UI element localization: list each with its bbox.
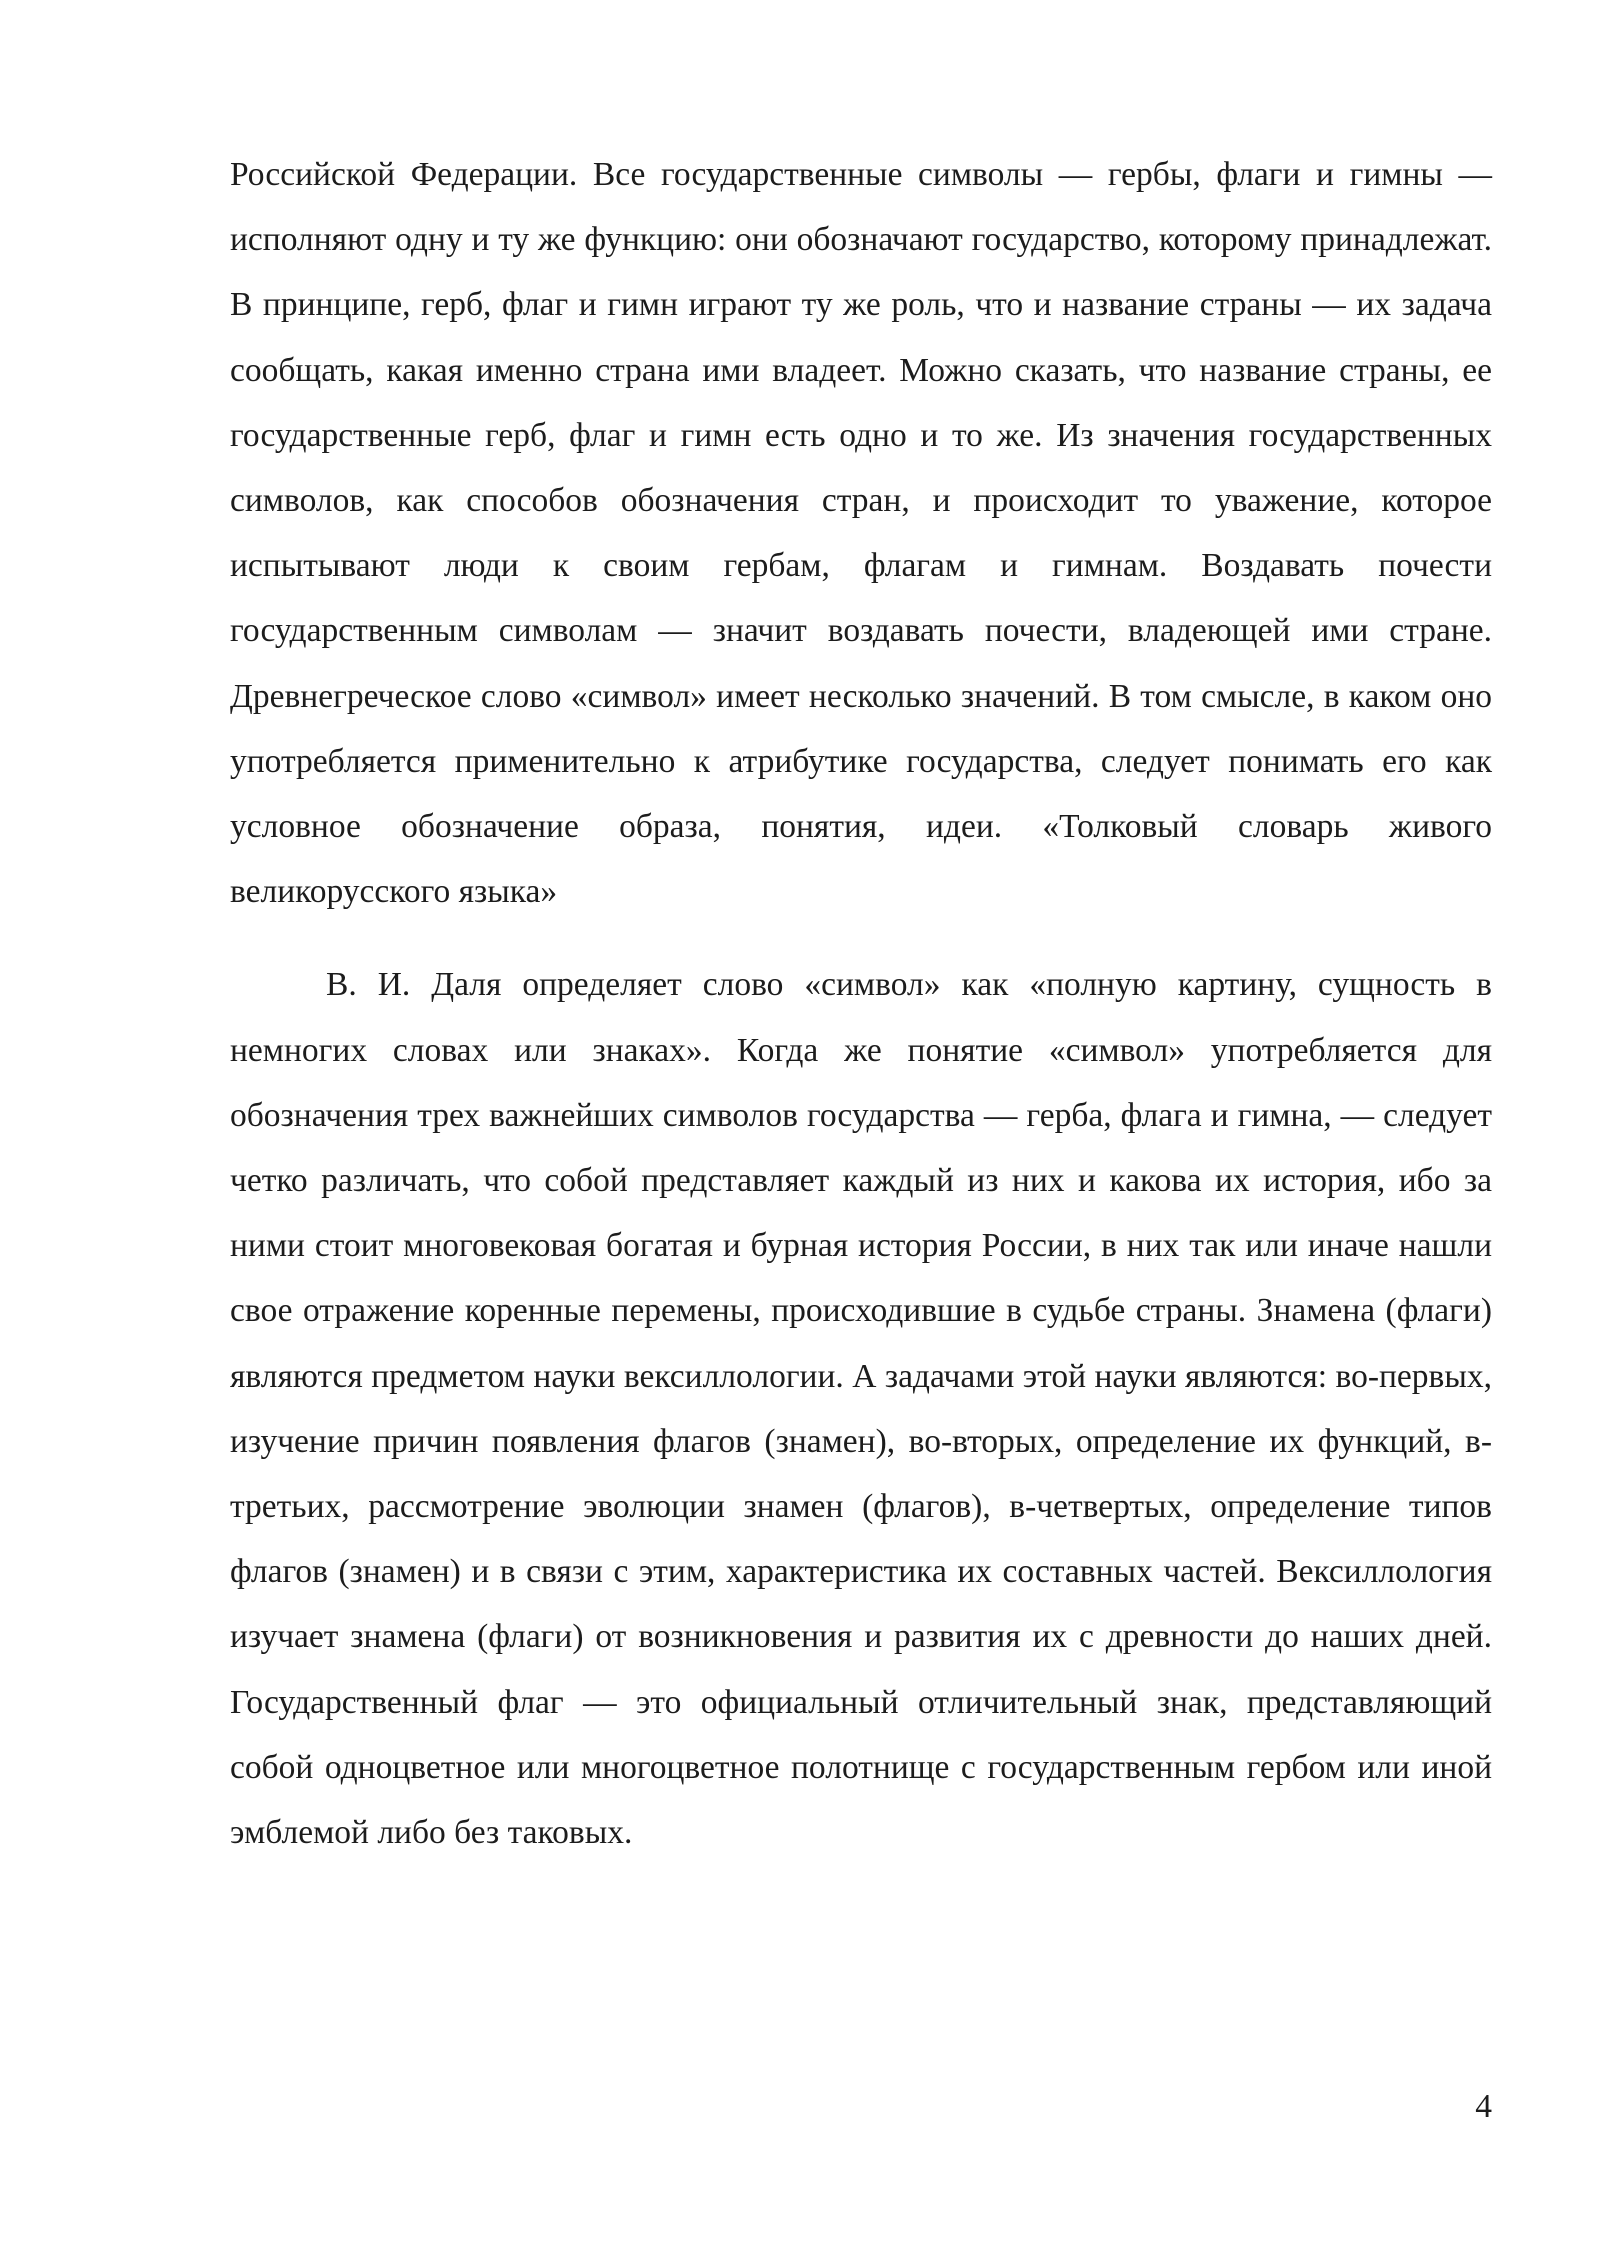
document-body bbox=[230, 142, 1492, 1865]
paragraph-1: Российской Федерации. Все государственные символы — гербы, флаги и гимны — исполняют одну и ту же функцию: они обозначают государство, которому принадлежат. В принципе, герб, флаг и гимн играют ту же роль, что и название страны — их задача сообщать, какая именно страна ими владеет. Можно сказать, что название страны, ее государственные герб, флаг и гимн есть одно и то же. Из значения государственных символов, как способов обозначения стран, и происходит то уважение, которое испытывают люди к своим гербам, флагам и гимнам. Воздавать почести государственным символам — значит воздавать почести, владеющей ими стране. Древнегреческое слово «символ» имеет несколько значений. В том смысле, в каком оно употребляется применительно к атрибутике государства, следует понимать его как условное обозначение образа, понятия, идеи. «Толковый словарь живого великорусского языка» bbox=[230, 156, 1492, 911]
paragraph-2: В. И. Даля определяет слово «символ» как «полную картину, сущность в немногих словах или знаках». Когда же понятие «символ» употребляется для обозначения трех важнейших символов государства — герба, флага и гимна, — следует четко различать, что собой представляет каждый из них и какова их история, ибо за ними стоит многовековая богатая и бурная история России, в них так или иначе нашли свое отражение коренные перемены, происходившие в судьбе страны. Знамена (флаги) являются предметом науки вексиллологии. А задачами этой науки являются: во-первых, изучение причин появления флагов (знамен), во-вторых, определение их функций, в-третьих, рассмотрение эволюции знамен (флагов), в-четвертых, определение типов флагов (знамен) и в связи с этим, характеристика их составных частей. Вексиллология изучает знамена (флаги) от возникновения и развития их с древности до наших дней. Государственный флаг — это официальный отличительный знак, представляющий собой одноцветное или многоцветное полотнище с государственным гербом или иной эмблемой либо без таковых. bbox=[230, 966, 1492, 1852]
page-number: 4 bbox=[1475, 2088, 1492, 2125]
